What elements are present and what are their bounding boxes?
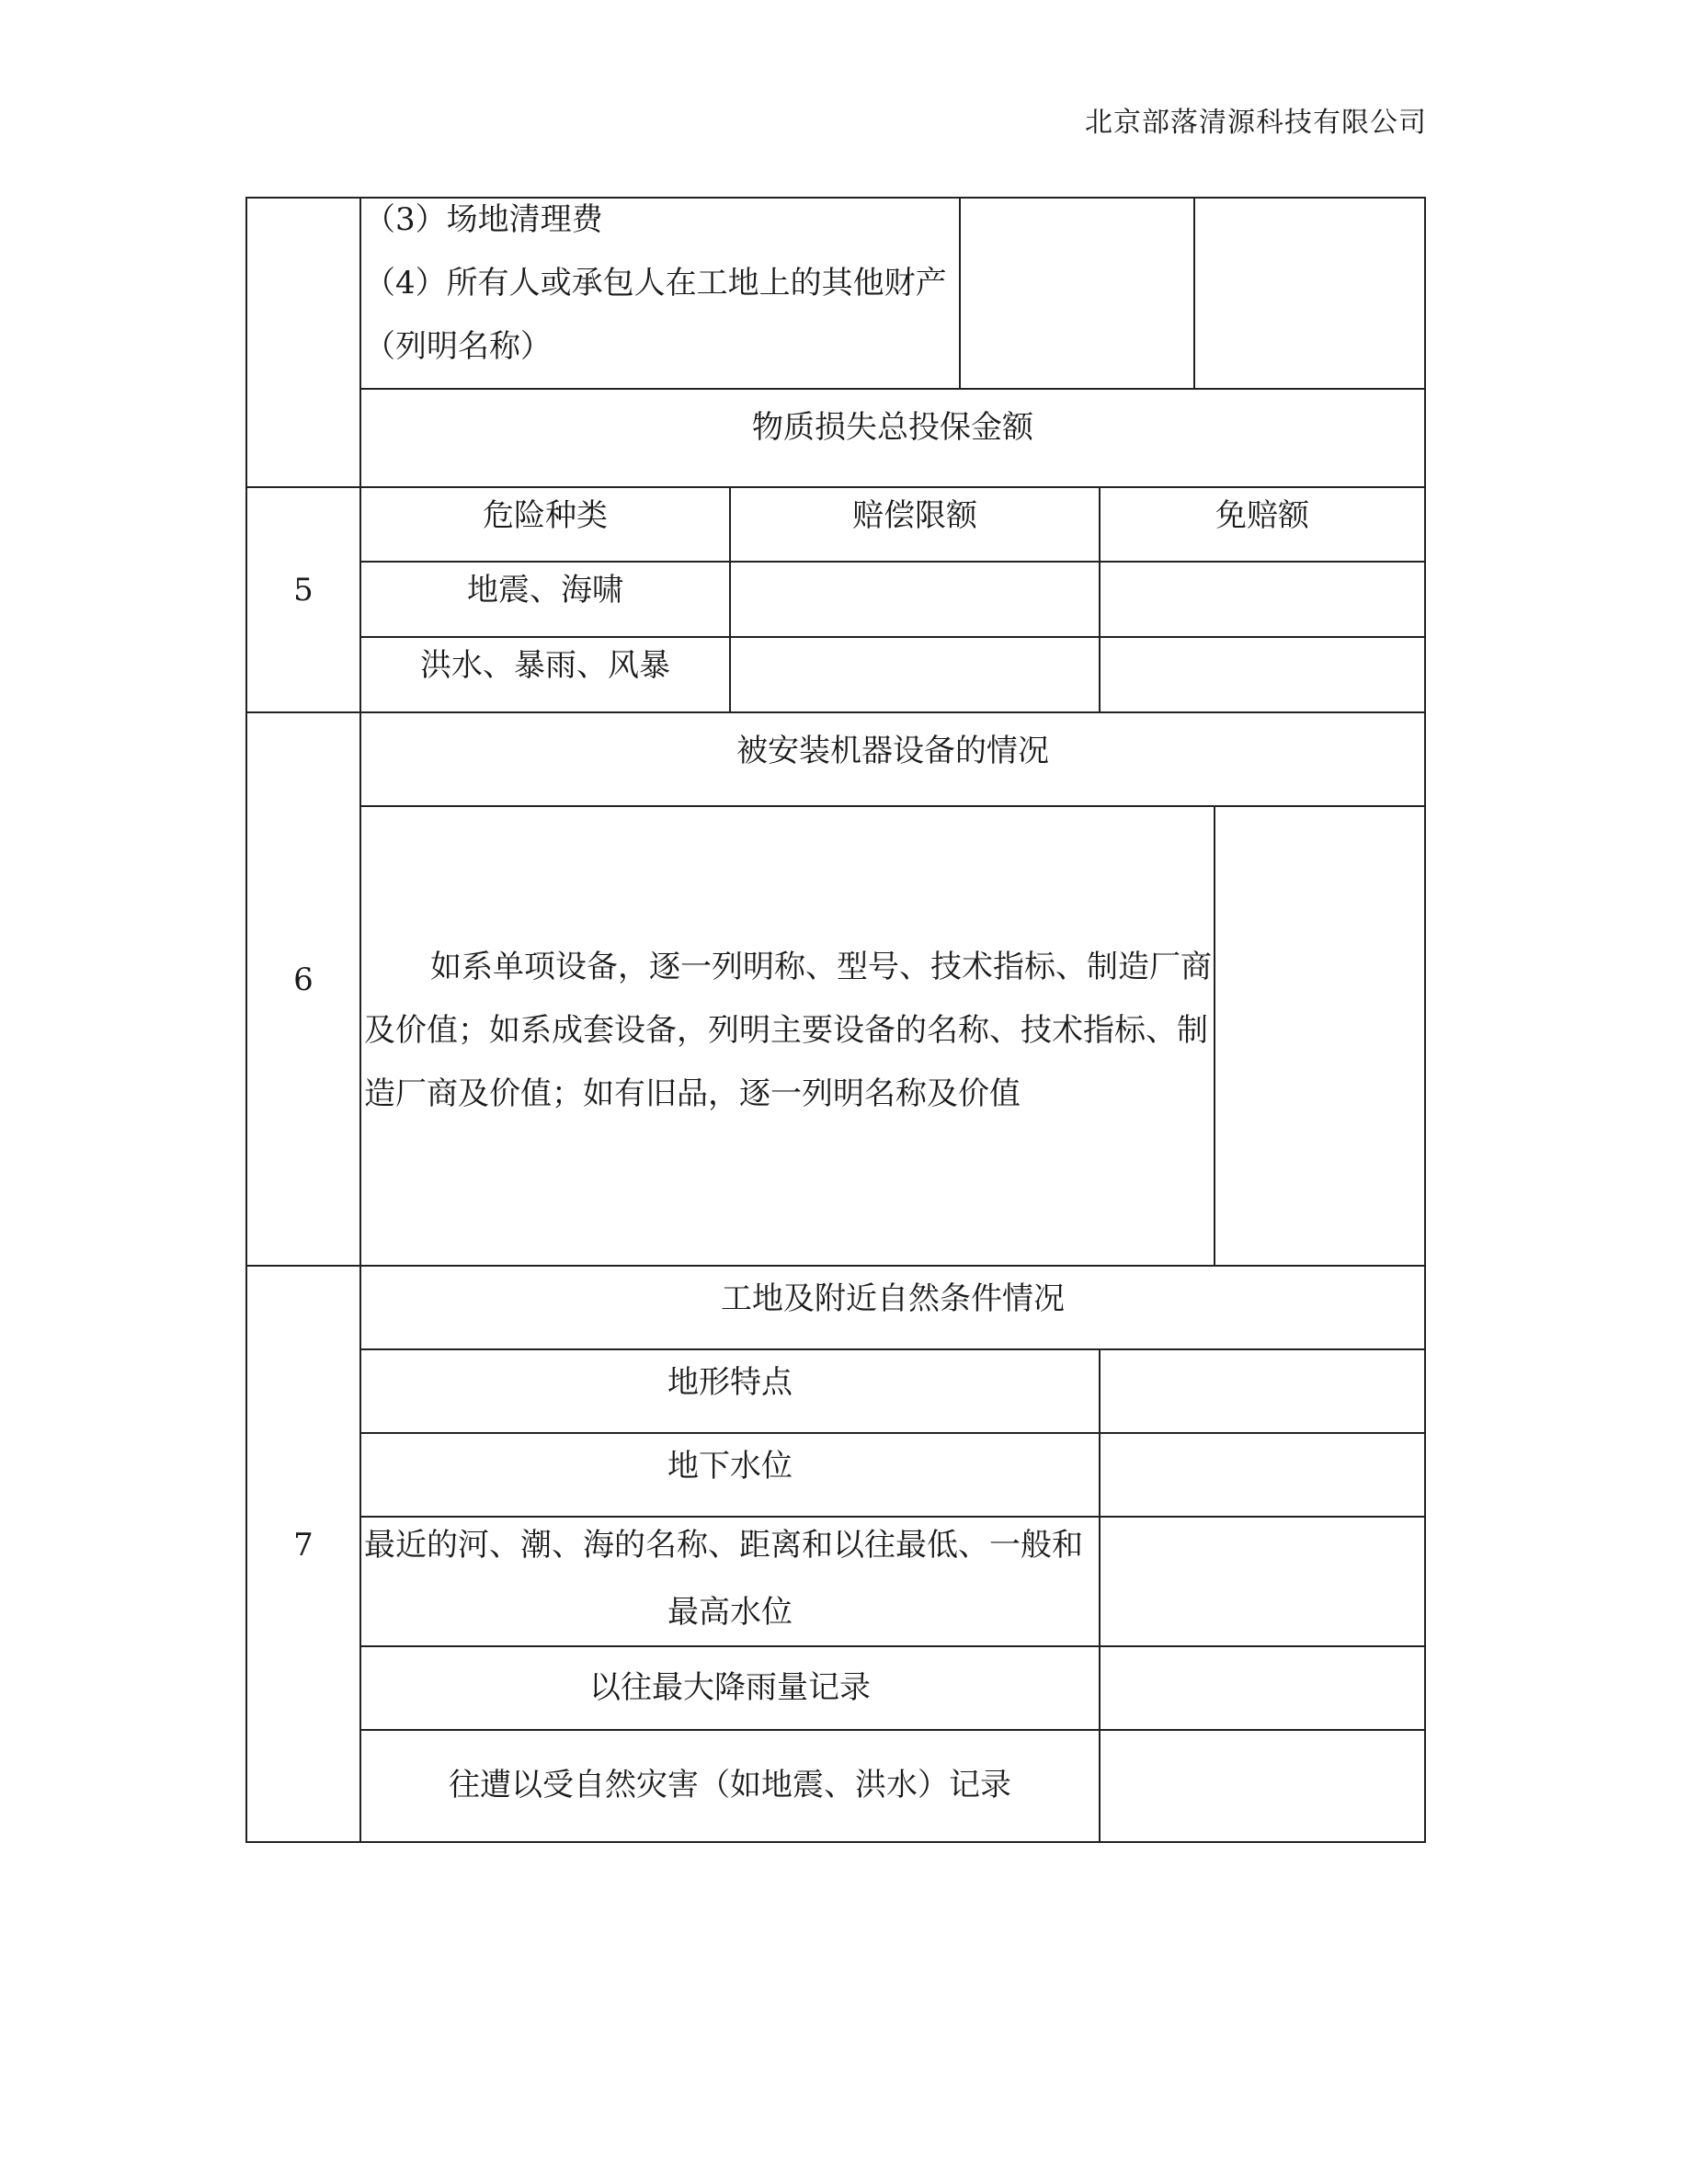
section-number-6: 6 [293,961,314,998]
list-item: （4）所有人或承包人在工地上的其他财产 [364,265,947,301]
equipment-description: 如系单项设备，逐一列明称、型号、技术指标、制造厂商及价值；如系成套设备，列明主要设备的名称、技术指标、制造厂商及价值；如有旧品，逐一列明名称及价值 [364,949,1212,1112]
row-divider [359,805,1426,807]
section-title-7: 工地及附近自然条件情况 [721,1280,1065,1317]
row-divider [359,1516,1426,1518]
row-divider [359,636,1426,638]
row-label-groundwater: 地下水位 [667,1448,793,1484]
section-number-5: 5 [293,572,314,609]
row-divider [359,1645,1426,1647]
risk-type-flood: 洪水、暴雨、风暴 [420,647,670,684]
section-title-6: 被安装机器设备的情况 [736,733,1049,769]
row-label-nearest-water-line2: 最高水位 [667,1594,793,1631]
row-divider [359,1348,1426,1350]
section-divider-7 [245,1265,1426,1267]
row-label-rainfall: 以往最大降雨量记录 [589,1669,871,1706]
row-label-terrain: 地形特点 [667,1364,793,1401]
table-border-left [245,197,247,1843]
total-insured-label: 物质损失总投保金额 [752,409,1033,446]
table-border-bottom [245,1841,1426,1843]
list-item: （3）场地清理费 [364,201,603,238]
col-divider [959,197,961,390]
column-header-deductible: 免赔额 [1215,497,1309,534]
row-divider [359,561,1426,563]
row-label-disaster-history: 往遭以受自然灾害（如地震、洪水）记录 [449,1767,1011,1803]
section-divider-6 [245,711,1426,713]
col-divider [1099,1348,1101,1843]
company-header: 北京部落清源科技有限公司 [1085,107,1427,139]
row-divider [359,1432,1426,1434]
table-border-right [1424,197,1426,1843]
section-number-7: 7 [293,1527,314,1564]
list-item: （列明名称） [364,328,552,365]
column-header-risk: 危险种类 [483,497,608,534]
column-header-limit: 赔偿限额 [852,497,977,534]
row-divider [359,388,1426,390]
section-divider-5 [245,486,1426,488]
row-label-nearest-water-line1: 最近的河、潮、海的名称、距离和以往最低、一般和 [364,1527,1083,1564]
table-border-top [245,197,1426,199]
col-divider [1193,197,1195,390]
risk-type-earthquake: 地震、海啸 [467,572,623,609]
row-divider [359,1729,1426,1731]
